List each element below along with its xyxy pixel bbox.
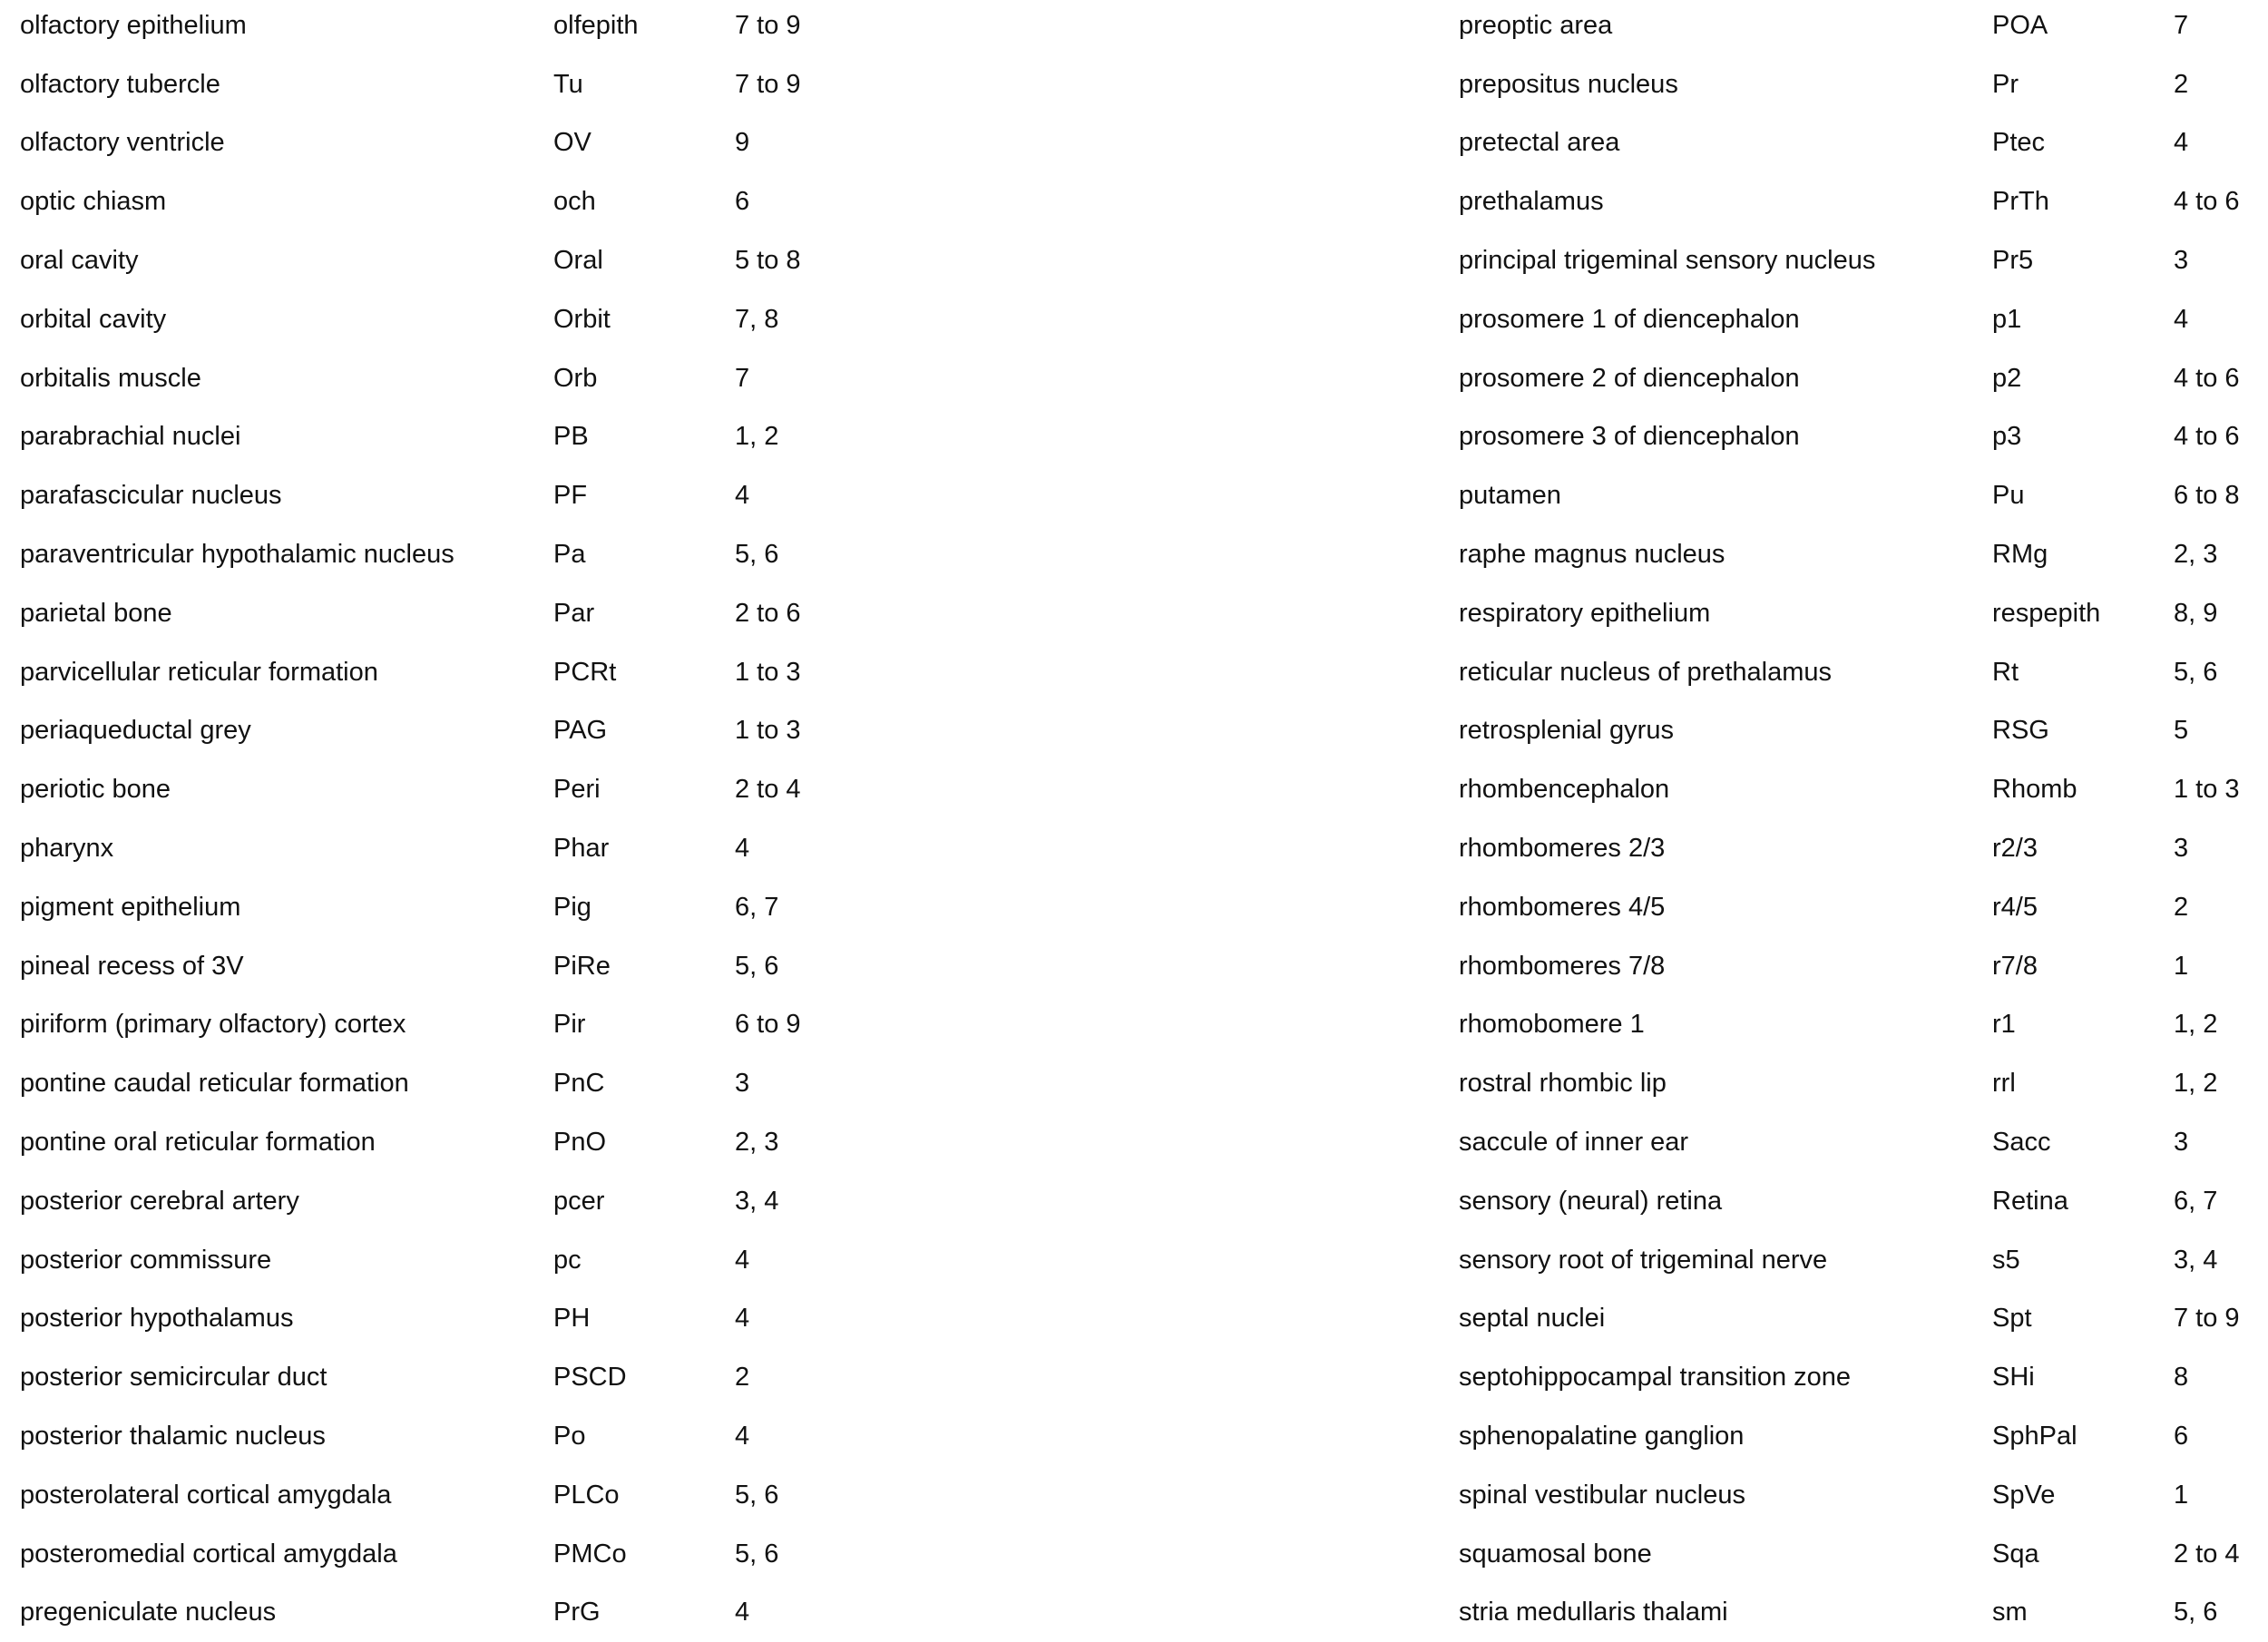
structure-name: posterior cerebral artery (20, 1186, 299, 1216)
structure-name: sensory root of trigeminal nerve (1459, 1245, 1828, 1275)
slice-range: 1 to 3 (2174, 775, 2240, 805)
slice-range: 6 to 8 (2174, 481, 2240, 511)
table-row (1459, 584, 2268, 643)
table-row (1459, 1054, 2268, 1113)
abbreviation: och (553, 187, 596, 217)
slice-range: 3 (735, 1069, 750, 1099)
slice-range: 3, 4 (735, 1186, 779, 1216)
abbreviation: PB (553, 422, 589, 452)
table-row (1459, 878, 2268, 937)
table-row (20, 1407, 844, 1466)
table-row (20, 584, 844, 643)
table-row (20, 1054, 844, 1113)
structure-name: periaqueductal grey (20, 716, 251, 746)
structure-name: prethalamus (1459, 187, 1604, 217)
abbreviation: PLCo (553, 1480, 620, 1510)
structure-name: posterior commissure (20, 1245, 272, 1275)
abbreviation: sm (1992, 1598, 2028, 1627)
table-row (1459, 1466, 2268, 1525)
slice-range: 7 to 9 (2174, 1304, 2240, 1334)
structure-name: preoptic area (1459, 10, 1613, 40)
structure-name: olfactory ventricle (20, 128, 225, 158)
table-row (20, 172, 844, 231)
structure-name: rostral rhombic lip (1459, 1069, 1667, 1099)
structure-name: paraventricular hypothalamic nucleus (20, 540, 455, 570)
structure-name: olfactory epithelium (20, 10, 247, 40)
abbreviation: Ptec (1992, 128, 2046, 158)
slice-range: 5, 6 (735, 1539, 779, 1569)
abbreviation: PMCo (553, 1539, 627, 1569)
abbreviation: PrG (553, 1598, 601, 1627)
slice-range: 4 to 6 (2174, 363, 2240, 393)
structure-name: orbitalis muscle (20, 363, 201, 393)
structure-name: principal trigeminal sensory nucleus (1459, 246, 1876, 276)
slice-range: 8 (2174, 1363, 2189, 1393)
structure-name: oral cavity (20, 246, 139, 276)
table-row (1459, 55, 2268, 114)
structure-name: olfactory tubercle (20, 69, 220, 99)
structure-name: periotic bone (20, 775, 171, 805)
abbreviation: r2/3 (1992, 834, 2038, 864)
table-row (20, 819, 844, 878)
abbreviation: olfepith (553, 10, 639, 40)
structure-name: parabrachial nuclei (20, 422, 241, 452)
abbreviation: Tu (553, 69, 583, 99)
table-row (1459, 408, 2268, 467)
table-row (1459, 231, 2268, 290)
structure-name: reticular nucleus of prethalamus (1459, 657, 1833, 687)
abbreviation: PrTh (1992, 187, 2049, 217)
slice-range: 2 to 4 (2174, 1539, 2240, 1569)
structure-name: parvicellular reticular formation (20, 657, 378, 687)
slice-range: 7 to 9 (735, 10, 801, 40)
structure-name: sphenopalatine ganglion (1459, 1422, 1745, 1451)
table-row (1459, 1172, 2268, 1231)
slice-range: 4 to 6 (2174, 187, 2240, 217)
abbreviation: Sqa (1992, 1539, 2039, 1569)
structure-name: piriform (primary olfactory) cortex (20, 1010, 406, 1040)
table-row (20, 1113, 844, 1172)
slice-range: 4 (2174, 304, 2189, 334)
slice-range: 4 (735, 1422, 750, 1451)
abbreviation: s5 (1992, 1245, 2020, 1275)
slice-range: 6 (735, 187, 750, 217)
table-row (20, 1172, 844, 1231)
table-row (1459, 996, 2268, 1055)
structure-name: pontine caudal reticular formation (20, 1069, 409, 1099)
abbreviation: r7/8 (1992, 951, 2038, 981)
structure-name: pharynx (20, 834, 114, 864)
abbreviation: r4/5 (1992, 892, 2038, 922)
slice-range: 9 (735, 128, 750, 158)
slice-range: 4 (735, 1245, 750, 1275)
table-row (1459, 1407, 2268, 1466)
slice-range: 1 (2174, 951, 2189, 981)
abbreviation: RSG (1992, 716, 2049, 746)
abbreviation: PiRe (553, 951, 611, 981)
structure-name: saccule of inner ear (1459, 1128, 1689, 1158)
abbreviation: Rt (1992, 657, 2019, 687)
abbreviation: Pir (553, 1010, 586, 1040)
table-row (20, 1525, 844, 1584)
right-abbreviation-column (1459, 0, 2268, 1642)
structure-name: pigment epithelium (20, 892, 241, 922)
abbreviation: PAG (553, 716, 608, 746)
abbreviation: PSCD (553, 1363, 627, 1393)
abbreviation: SHi (1992, 1363, 2035, 1393)
table-row (1459, 1584, 2268, 1642)
table-row (1459, 760, 2268, 819)
slice-range: 4 (735, 481, 750, 511)
table-row (20, 290, 844, 349)
structure-name: optic chiasm (20, 187, 167, 217)
slice-range: 7, 8 (735, 304, 779, 334)
table-row (20, 996, 844, 1055)
slice-range: 2 (2174, 69, 2189, 99)
slice-range: 5 (2174, 716, 2189, 746)
table-row (20, 525, 844, 584)
table-row (20, 702, 844, 761)
table-row (1459, 0, 2268, 55)
slice-range: 2 (735, 1363, 750, 1393)
slice-range: 1, 2 (2174, 1010, 2218, 1040)
structure-name: septal nuclei (1459, 1304, 1606, 1334)
abbreviation: rrl (1992, 1069, 2016, 1099)
table-row (1459, 1113, 2268, 1172)
structure-name: posterior semicircular duct (20, 1363, 327, 1393)
structure-name: stria medullaris thalami (1459, 1598, 1728, 1627)
abbreviation: p3 (1992, 422, 2022, 452)
slice-range: 2 to 6 (735, 598, 801, 628)
structure-name: rhombomeres 2/3 (1459, 834, 1666, 864)
structure-name: parafascicular nucleus (20, 481, 282, 511)
structure-name: sensory (neural) retina (1459, 1186, 1723, 1216)
table-row (1459, 114, 2268, 173)
abbreviation: Spt (1992, 1304, 2032, 1334)
structure-name: rhombomeres 7/8 (1459, 951, 1666, 981)
slice-range: 5, 6 (2174, 1598, 2218, 1627)
structure-name: pretectal area (1459, 128, 1620, 158)
table-row (20, 1231, 844, 1290)
slice-range: 5, 6 (735, 1480, 779, 1510)
structure-name: parietal bone (20, 598, 172, 628)
table-row (1459, 1348, 2268, 1407)
structure-name: pregeniculate nucleus (20, 1598, 277, 1627)
abbreviation: Phar (553, 834, 610, 864)
structure-name: prosomere 2 of diencephalon (1459, 363, 1800, 393)
slice-range: 1, 2 (735, 422, 779, 452)
table-row (20, 408, 844, 467)
abbreviation: pcer (553, 1186, 605, 1216)
structure-name: spinal vestibular nucleus (1459, 1480, 1745, 1510)
abbreviation: Oral (553, 246, 603, 276)
structure-name: septohippocampal transition zone (1459, 1363, 1852, 1393)
slice-range: 4 (2174, 128, 2189, 158)
table-row (20, 760, 844, 819)
abbreviation: PnC (553, 1069, 605, 1099)
abbreviation: Pr (1992, 69, 2019, 99)
structure-name: posteromedial cortical amygdala (20, 1539, 397, 1569)
table-row (1459, 525, 2268, 584)
slice-range: 1 (2174, 1480, 2189, 1510)
abbreviation: respepith (1992, 598, 2101, 628)
table-row (20, 466, 844, 525)
slice-range: 6, 7 (2174, 1186, 2218, 1216)
slice-range: 1 to 3 (735, 716, 801, 746)
structure-name: prosomere 1 of diencephalon (1459, 304, 1800, 334)
table-row (20, 643, 844, 702)
abbreviation: PH (553, 1304, 591, 1334)
table-row (1459, 290, 2268, 349)
table-row (20, 1290, 844, 1349)
slice-range: 4 to 6 (2174, 422, 2240, 452)
abbreviation: Pig (553, 892, 591, 922)
table-row (1459, 643, 2268, 702)
slice-range: 7 (735, 363, 750, 393)
table-row (20, 937, 844, 996)
structure-name: rhombencephalon (1459, 775, 1670, 805)
table-row (1459, 819, 2268, 878)
slice-range: 7 (2174, 10, 2189, 40)
structure-name: squamosal bone (1459, 1539, 1652, 1569)
abbreviation: Pu (1992, 481, 2025, 511)
table-row (1459, 702, 2268, 761)
table-row (1459, 172, 2268, 231)
slice-range: 6 (2174, 1422, 2189, 1451)
abbreviation: Sacc (1992, 1128, 2051, 1158)
table-row (20, 1348, 844, 1407)
slice-range: 5, 6 (735, 540, 779, 570)
slice-range: 2, 3 (735, 1128, 779, 1158)
abbreviation: Peri (553, 775, 601, 805)
table-row (1459, 349, 2268, 408)
abbreviation: r1 (1992, 1010, 2016, 1040)
table-row (20, 0, 844, 55)
structure-name: rhombomeres 4/5 (1459, 892, 1666, 922)
structure-name: prosomere 3 of diencephalon (1459, 422, 1800, 452)
abbreviation: PCRt (553, 657, 617, 687)
table-row (20, 114, 844, 173)
abbreviation: Rhomb (1992, 775, 2077, 805)
abbreviation: Retina (1992, 1186, 2068, 1216)
abbreviation: Orb (553, 363, 598, 393)
structure-name: orbital cavity (20, 304, 167, 334)
table-row (20, 349, 844, 408)
abbreviation: Po (553, 1422, 586, 1451)
slice-range: 3 (2174, 246, 2189, 276)
left-abbreviation-column (20, 0, 844, 1642)
slice-range: 7 to 9 (735, 69, 801, 99)
table-row (1459, 1525, 2268, 1584)
slice-range: 8, 9 (2174, 598, 2218, 628)
slice-range: 6, 7 (735, 892, 779, 922)
structure-name: respiratory epithelium (1459, 598, 1711, 628)
slice-range: 2 (2174, 892, 2189, 922)
abbreviation: Par (553, 598, 595, 628)
table-row (1459, 937, 2268, 996)
slice-range: 3 (2174, 834, 2189, 864)
slice-range: 4 (735, 1304, 750, 1334)
slice-range: 6 to 9 (735, 1010, 801, 1040)
structure-name: putamen (1459, 481, 1561, 511)
table-row (20, 878, 844, 937)
slice-range: 3 (2174, 1128, 2189, 1158)
abbreviation: p1 (1992, 304, 2022, 334)
abbreviation: SphPal (1992, 1422, 2077, 1451)
abbreviation: p2 (1992, 363, 2022, 393)
structure-name: prepositus nucleus (1459, 69, 1678, 99)
abbreviation: Pr5 (1992, 246, 2034, 276)
table-row (20, 1584, 844, 1642)
abbreviation: OV (553, 128, 591, 158)
slice-range: 1, 2 (2174, 1069, 2218, 1099)
table-row (20, 55, 844, 114)
structure-name: pineal recess of 3V (20, 951, 244, 981)
structure-name: retrosplenial gyrus (1459, 716, 1674, 746)
structure-name: posterior thalamic nucleus (20, 1422, 326, 1451)
table-row (20, 1466, 844, 1525)
structure-name: raphe magnus nucleus (1459, 540, 1725, 570)
abbreviation: POA (1992, 10, 2048, 40)
abbreviation: RMg (1992, 540, 2048, 570)
structure-name: rhomobomere 1 (1459, 1010, 1645, 1040)
abbreviation: PF (553, 481, 588, 511)
structure-name: posterior hypothalamus (20, 1304, 294, 1334)
slice-range: 1 to 3 (735, 657, 801, 687)
structure-name: posterolateral cortical amygdala (20, 1480, 392, 1510)
slice-range: 5 to 8 (735, 246, 801, 276)
slice-range: 2 to 4 (735, 775, 801, 805)
abbreviation: Orbit (553, 304, 611, 334)
abbreviation: Pa (553, 540, 586, 570)
table-row (1459, 1231, 2268, 1290)
table-row (1459, 1290, 2268, 1349)
slice-range: 5, 6 (735, 951, 779, 981)
abbreviation: pc (553, 1245, 582, 1275)
slice-range: 4 (735, 834, 750, 864)
slice-range: 3, 4 (2174, 1245, 2218, 1275)
abbreviation: PnO (553, 1128, 607, 1158)
table-row (20, 231, 844, 290)
abbreviation: SpVe (1992, 1480, 2056, 1510)
slice-range: 2, 3 (2174, 540, 2218, 570)
table-row (1459, 466, 2268, 525)
slice-range: 4 (735, 1598, 750, 1627)
slice-range: 5, 6 (2174, 657, 2218, 687)
structure-name: pontine oral reticular formation (20, 1128, 376, 1158)
